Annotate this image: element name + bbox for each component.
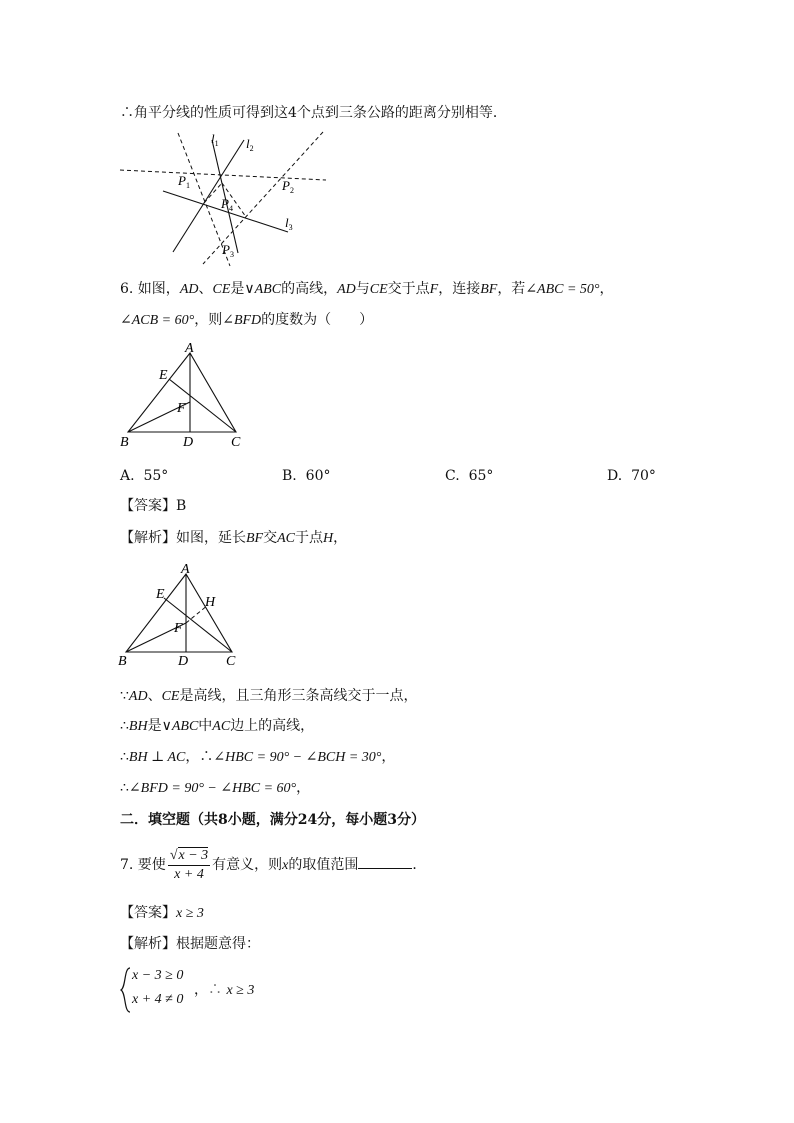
- seg-ac: AC: [212, 719, 231, 734]
- answer-label: 【答案】: [120, 498, 176, 514]
- option-value: 70°: [631, 468, 656, 484]
- sep: 、: [198, 281, 213, 297]
- answer-value: B: [176, 498, 187, 514]
- triangle-figure: [116, 340, 276, 450]
- text: 交于点: [387, 281, 430, 297]
- triangle-abc-shape: [126, 574, 232, 652]
- label-p1: $P_1$: [178, 173, 190, 190]
- triangle-abc-shape: [128, 353, 236, 432]
- label-d: D: [178, 654, 189, 669]
- fraction-numerator: √x − 3: [168, 847, 210, 866]
- q6-answer: [120, 496, 186, 516]
- q7-analysis: [120, 934, 260, 954]
- q6-analysis: [120, 528, 347, 549]
- answer-blank[interactable]: [358, 854, 412, 869]
- q7-prefix: 7. 要使: [120, 857, 166, 873]
- label-e: E: [156, 587, 165, 602]
- seg-ad: AD: [128, 689, 148, 704]
- text: 于点: [295, 530, 323, 546]
- fraction-denominator: x + 4: [174, 866, 204, 882]
- dashed-line-p1p2: [120, 170, 326, 180]
- angle-bfd: ∠BFD: [222, 313, 262, 328]
- option-value: 60°: [305, 468, 331, 484]
- text: 中: [198, 718, 213, 734]
- brace-icon: [120, 967, 132, 1013]
- intro-line: [120, 103, 507, 123]
- option-key: C.: [445, 468, 460, 484]
- triangle-figure-h: [116, 560, 276, 670]
- section-title-text: 二．填空题（共8小题，满分24分，每小题3分）: [120, 812, 425, 828]
- section-title-fill-in: [120, 810, 425, 830]
- text: 的取值范围: [288, 857, 359, 873]
- text: 有意义，则: [212, 857, 283, 873]
- triangle-abc: ∨ABC: [161, 719, 199, 734]
- var-x: x: [282, 858, 289, 873]
- text: ，: [599, 281, 614, 297]
- dashed-line-p4: [204, 183, 222, 203]
- angle-abc: ∠ABC = 50°: [525, 282, 600, 297]
- label-l3: $l_3$: [285, 215, 293, 232]
- inequality-2: x + 4 ≠ 0: [132, 992, 184, 1007]
- seg-ad: AD: [337, 282, 356, 297]
- therefore-symbol: ∴: [208, 982, 222, 998]
- radicand: x − 3: [178, 847, 209, 863]
- q6-step2: [120, 716, 314, 737]
- text: 的度数为（ ）: [261, 312, 374, 328]
- perp-expression: BH ⊥ AC: [128, 750, 186, 765]
- text: 是: [230, 281, 245, 297]
- q7-answer: [120, 903, 204, 924]
- seg-ad: AD: [179, 282, 199, 297]
- text: 是: [147, 718, 162, 734]
- text: ．: [412, 857, 427, 873]
- therefore-symbol: ∴: [120, 749, 129, 765]
- analysis-label: 【解析】: [120, 530, 176, 546]
- option-d[interactable]: [607, 466, 656, 486]
- text: 的高线，: [281, 281, 338, 297]
- inequality-system: [120, 965, 320, 1015]
- text: 是高线，且三角形三条高线交于一点，: [179, 688, 418, 704]
- option-c[interactable]: [445, 466, 493, 486]
- option-key: D.: [607, 468, 623, 484]
- q6-step3: [120, 747, 395, 768]
- text: ，若: [497, 281, 526, 297]
- point-h: H: [323, 531, 334, 546]
- q6-step1: [120, 686, 417, 707]
- seg-bh: BH: [128, 719, 148, 734]
- option-key: B.: [282, 468, 297, 484]
- result-value: x ≥ 3: [226, 983, 255, 998]
- label-a: A: [185, 341, 194, 356]
- q6-number: 6. 如图，: [120, 281, 180, 297]
- text: ，则: [194, 312, 223, 328]
- sep: 、: [147, 688, 162, 704]
- analysis-text: 根据题意得：: [176, 936, 260, 952]
- seg-ce: CE: [369, 282, 388, 297]
- result-line: [194, 979, 254, 1002]
- triangle-abc: ∨ABC: [244, 282, 282, 297]
- q6-line2: [120, 310, 373, 331]
- answer-label: 【答案】: [120, 905, 176, 921]
- text: 如图，延长: [176, 530, 246, 546]
- label-b: B: [118, 654, 127, 669]
- label-c: C: [231, 435, 241, 450]
- angle-bfd-expression: ∠BFD = 90° − ∠HBC = 60°: [128, 781, 297, 796]
- sep: ，: [194, 982, 208, 998]
- angle-hbc-expression: ∠HBC = 90° − ∠BCH = 30°: [213, 750, 382, 765]
- analysis-label: 【解析】: [120, 936, 176, 952]
- text: 与: [355, 281, 370, 297]
- label-d: D: [183, 435, 194, 450]
- text: ，: [381, 749, 396, 765]
- label-l1: $l_1$: [211, 131, 219, 148]
- seg-bf: BF: [246, 531, 264, 546]
- option-b[interactable]: [282, 466, 330, 486]
- text: ，连接: [438, 281, 481, 297]
- label-h: H: [205, 595, 216, 610]
- text: ，: [333, 530, 348, 546]
- label-p3: $P_3$: [222, 242, 234, 259]
- therefore-symbol: ∴: [120, 718, 129, 734]
- therefore-symbol: ∴: [120, 105, 134, 121]
- because-symbol: ∵: [120, 688, 129, 704]
- label-a: A: [181, 562, 190, 577]
- seg-ac: AC: [277, 531, 295, 546]
- option-value: 55°: [143, 468, 169, 484]
- answer-value: x ≥ 3: [176, 906, 204, 921]
- q6-line1: [120, 279, 614, 300]
- q7-fraction: [168, 847, 210, 884]
- intro-text: 角平分线的性质可得到这4个点到三条公路的距离分别相等．: [134, 105, 507, 121]
- label-c: C: [226, 654, 236, 669]
- text: 交: [263, 530, 278, 546]
- text: ，∴: [185, 749, 214, 765]
- therefore-symbol: ∴: [120, 780, 129, 796]
- roads-figure: [118, 128, 338, 268]
- label-b: B: [120, 435, 129, 450]
- label-e: E: [159, 368, 168, 383]
- text: ，: [296, 780, 311, 796]
- q7-line: [120, 845, 426, 886]
- label-f: F: [174, 621, 183, 636]
- label-f: F: [177, 401, 186, 416]
- seg-ce: CE: [212, 282, 231, 297]
- text: 边上的高线，: [230, 718, 315, 734]
- label-l2: $l_2$: [246, 136, 254, 153]
- option-value: 65°: [468, 468, 494, 484]
- q6-step4: [120, 778, 310, 799]
- angle-acb: ∠ACB = 60°: [120, 313, 195, 328]
- option-a[interactable]: [120, 466, 168, 486]
- option-key: A.: [120, 468, 135, 484]
- point-f: F: [429, 282, 439, 297]
- seg-bf: BF: [480, 282, 498, 297]
- seg-ce: CE: [161, 689, 180, 704]
- label-p2: $P_2$: [282, 178, 294, 195]
- label-p4: $P_4$: [221, 196, 233, 213]
- inequality-1: x − 3 ≥ 0: [132, 968, 184, 983]
